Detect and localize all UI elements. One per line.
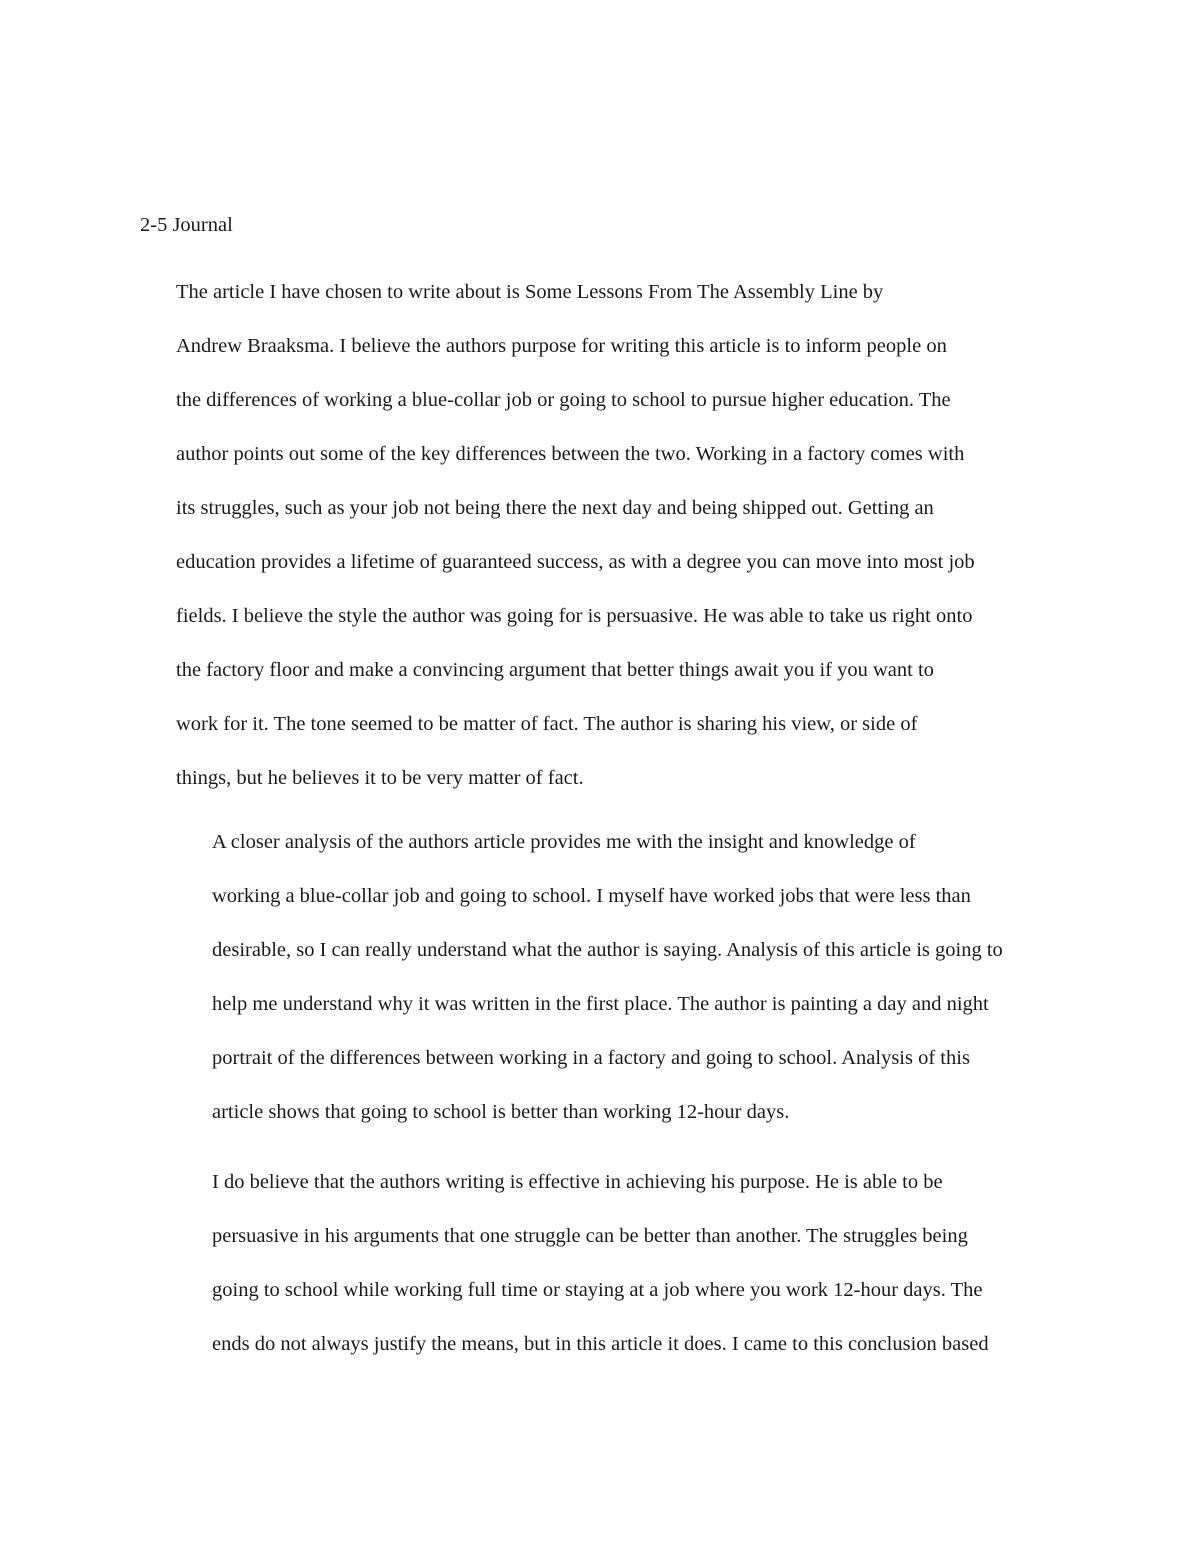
paragraph-line: article shows that going to school is better than working 12-hour days.: [212, 1101, 790, 1123]
paragraph-line: education provides a lifetime of guaranteed success, as with a degree you can move into most job: [176, 551, 975, 573]
paragraph-line: the factory floor and make a convincing argument that better things await you if you want to: [176, 659, 934, 681]
paragraph-line: I do believe that the authors writing is effective in achieving his purpose. He is able to be: [212, 1171, 943, 1193]
paragraph-1: [140, 265, 1060, 805]
paragraph-line: The article I have chosen to write about is Some Lessons From The Assembly Line by: [176, 281, 884, 303]
paragraph-line: Andrew Braaksma. I believe the authors purpose for writing this article is to inform people on: [176, 335, 947, 357]
paragraph-line: portrait of the differences between working in a factory and going to school. Analysis of this: [212, 1047, 970, 1069]
paragraph-line: work for it. The tone seemed to be matter of fact. The author is sharing his view, or side of: [176, 713, 918, 735]
paragraph-line: persuasive in his arguments that one struggle can be better than another. The struggles being: [212, 1225, 968, 1247]
paragraph-2: [140, 815, 1060, 1139]
paragraph-line: author points out some of the key differences between the two. Working in a factory comes with: [176, 443, 965, 465]
paragraph-line: desirable, so I can really understand what the author is saying. Analysis of this article is going to: [212, 939, 1003, 961]
paragraph-3: [140, 1155, 1060, 1371]
paragraph-line: its struggles, such as your job not being there the next day and being shipped out. Getting an: [176, 497, 934, 519]
document-title: 2-5 Journal: [140, 214, 233, 236]
paragraph-line: help me understand why it was written in the first place. The author is painting a day and night: [212, 993, 989, 1015]
paragraph-line: working a blue-collar job and going to school. I myself have worked jobs that were less than: [212, 885, 971, 907]
paragraph-line: going to school while working full time or staying at a job where you work 12-hour days. The: [212, 1279, 983, 1301]
paragraph-line: the differences of working a blue-collar job or going to school to pursue higher education. The: [176, 389, 951, 411]
paragraph-line: fields. I believe the style the author was going for is persuasive. He was able to take us right onto: [176, 605, 973, 627]
paragraph-line: things, but he believes it to be very matter of fact.: [176, 767, 584, 789]
paragraph-line: A closer analysis of the authors article provides me with the insight and knowledge of: [212, 831, 916, 853]
paragraph-line: ends do not always justify the means, but in this article it does. I came to this conclusion based: [212, 1333, 989, 1355]
